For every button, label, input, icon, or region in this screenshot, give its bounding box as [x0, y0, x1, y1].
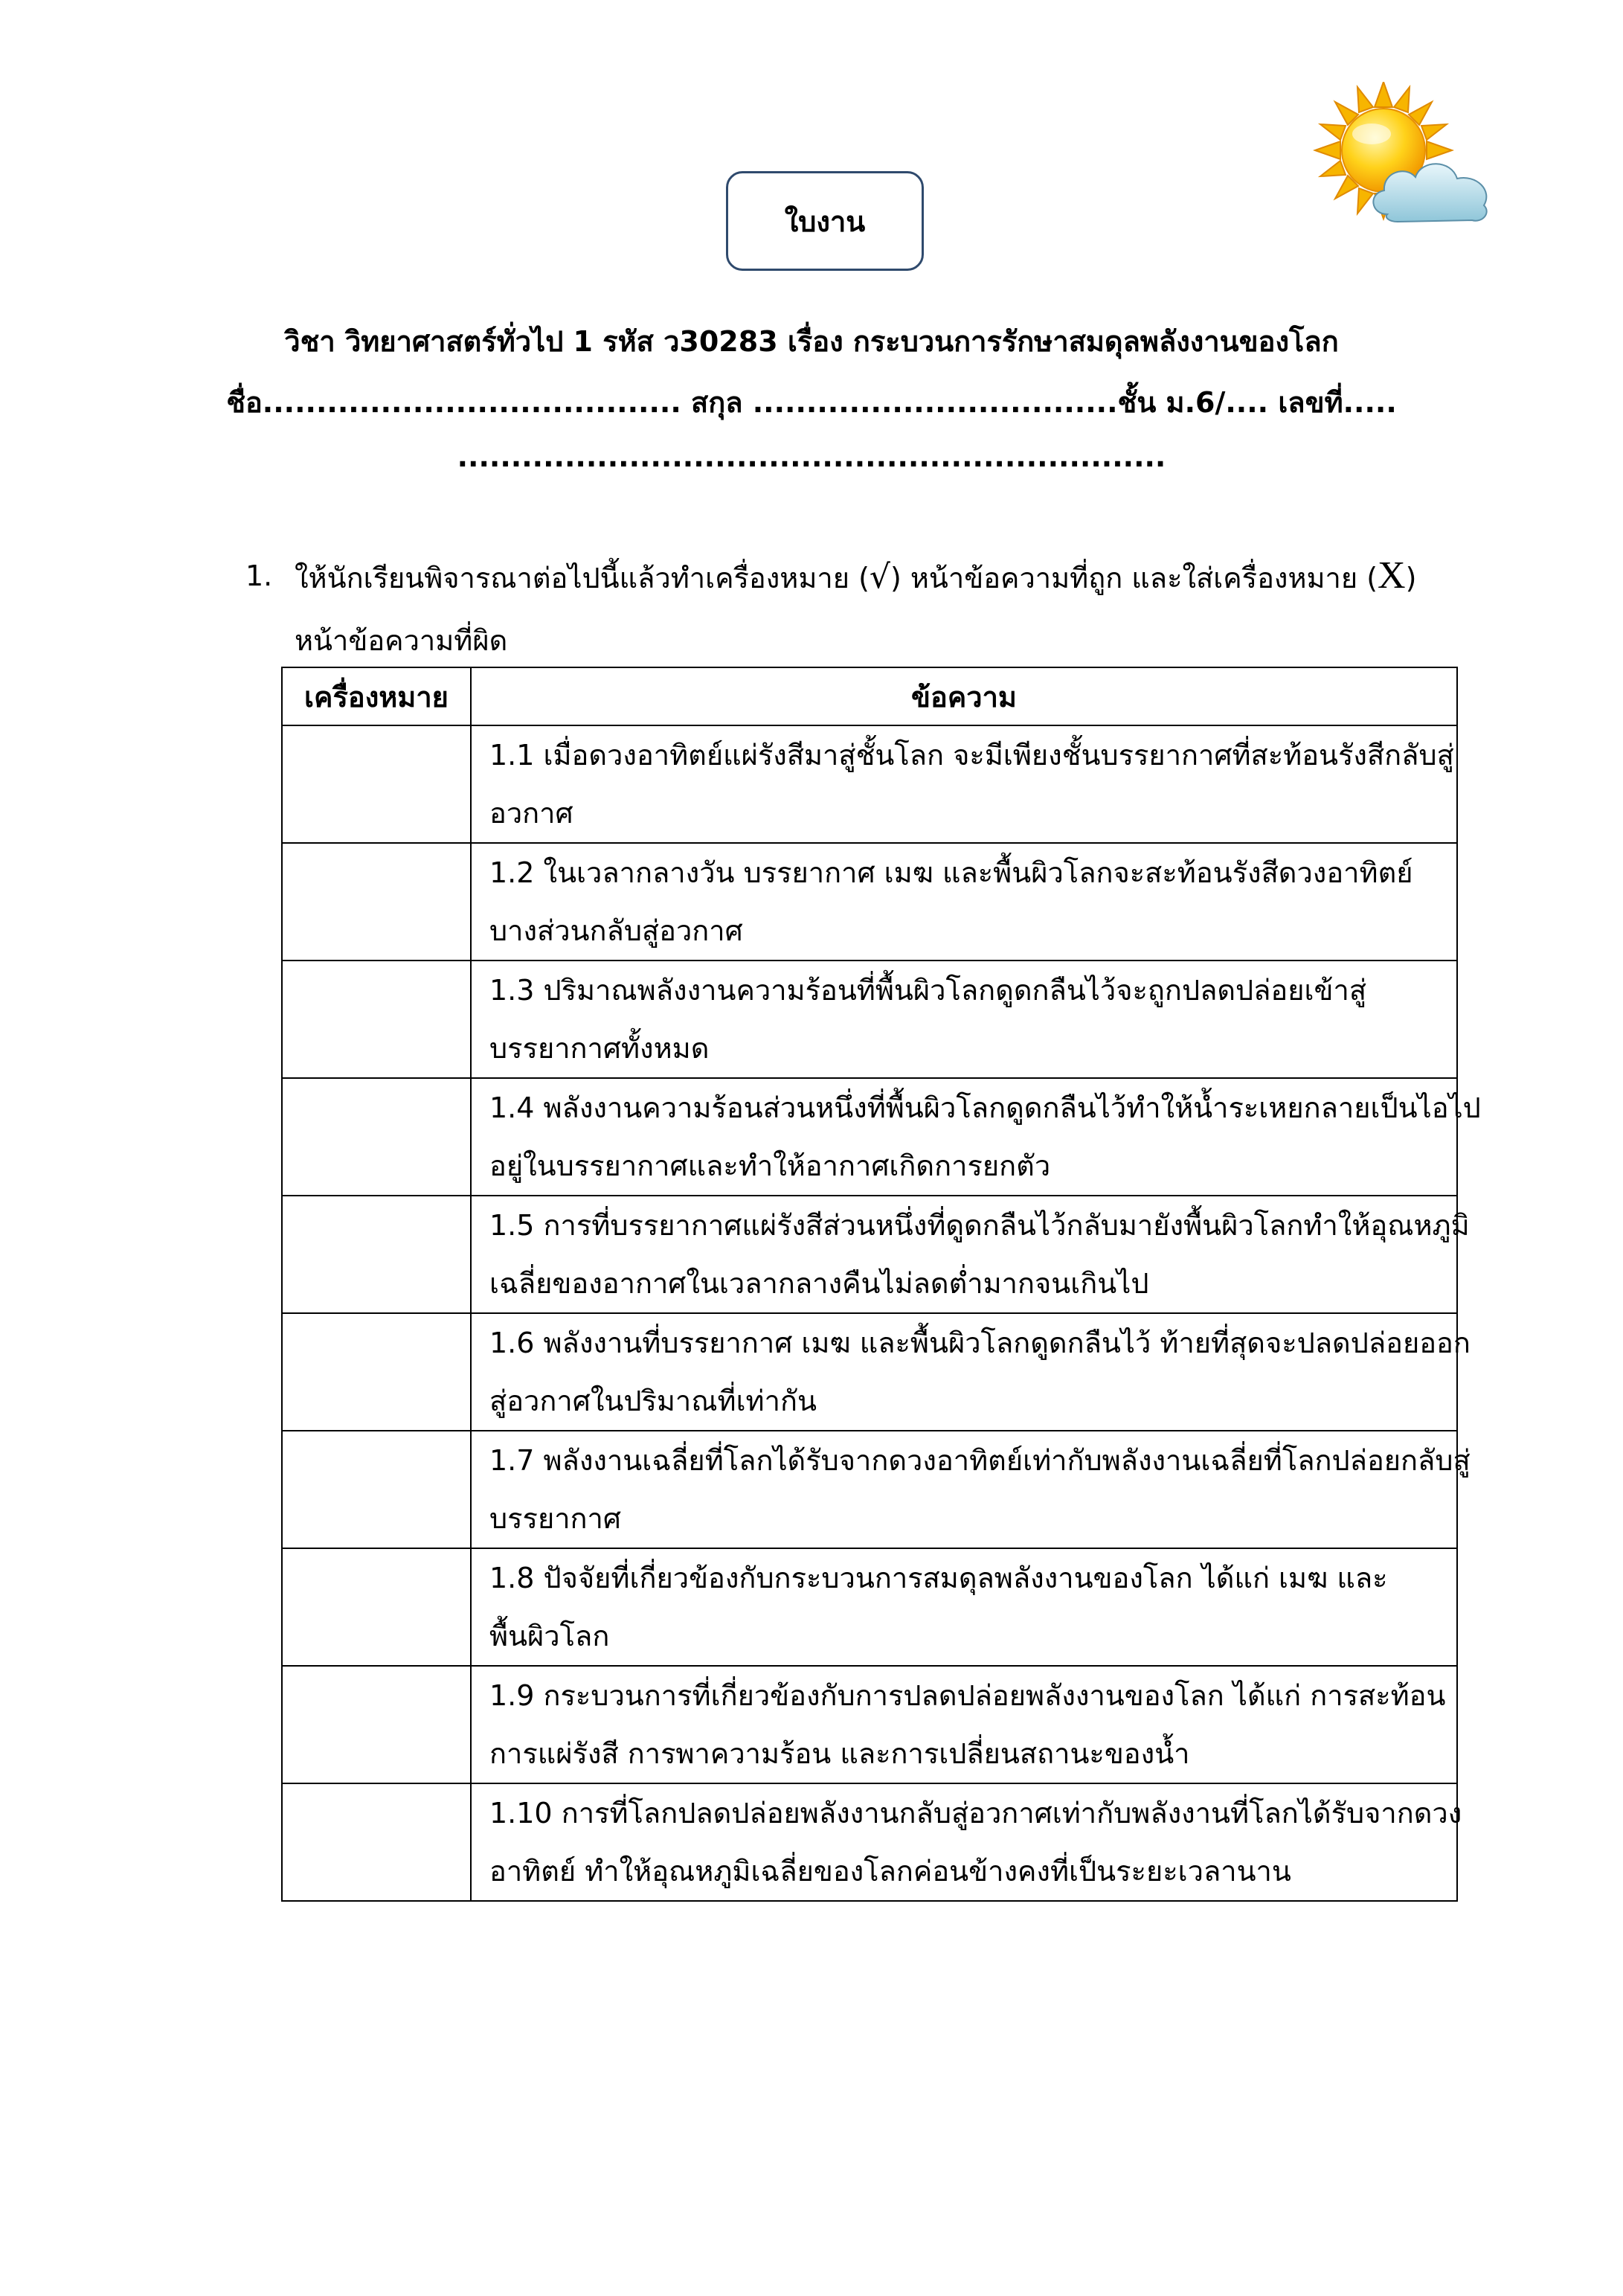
- table-row: [282, 1313, 1457, 1431]
- dotted-line[interactable]: ..................................................................: [457, 440, 1166, 473]
- statement-cell: [471, 1783, 1462, 1901]
- mark-cell[interactable]: [282, 1431, 471, 1548]
- mark-cell[interactable]: [282, 843, 471, 961]
- answer-table: [281, 667, 1481, 1902]
- table-row: [282, 1431, 1457, 1548]
- statement-cell: [471, 725, 1457, 843]
- table-row: [282, 1783, 1457, 1901]
- statement-line2: เฉลี่ยของอากาศในเวลากลางคืนไม่ลดต่ำมากจนเกินไป: [489, 1267, 1149, 1300]
- table-row: [282, 1666, 1457, 1783]
- table-row: [282, 1196, 1457, 1313]
- statement-line1: 1.5 การที่บรรยากาศแผ่รังสีส่วนหนึ่งที่ดูดกลืนไว้กลับมายังพื้นผิวโลกทำให้อุณหภูมิ: [489, 1209, 1470, 1242]
- instruction-part2: ) หน้าข้อความที่ถูก และใส่เครื่องหมาย (: [890, 562, 1378, 594]
- mark-cell[interactable]: [282, 1666, 471, 1783]
- statement-cell: [471, 1078, 1481, 1196]
- table-header-row: [282, 667, 1457, 725]
- table-row: [282, 1548, 1457, 1666]
- statement-cell: [471, 843, 1457, 961]
- statement-line1: 1.9 กระบวนการที่เกี่ยวข้องกับการปลดปล่อยพลังงานของโลก ได้แก่ การสะท้อน: [489, 1679, 1446, 1712]
- statement-line2: สู่อวกาศในปริมาณที่เท่ากัน: [489, 1385, 817, 1417]
- statement-cell: [471, 1313, 1471, 1431]
- statement-line2: อยู่ในบรรยากาศและทำให้อากาศเกิดการยกตัว: [489, 1149, 1051, 1182]
- sun-cloud-icon: [1305, 82, 1499, 231]
- instruction-part1: ให้นักเรียนพิจารณาต่อไปนี้แล้วทำเครื่องหมาย (: [295, 562, 870, 594]
- statement-line1: 1.4 พลังงานความร้อนส่วนหนึ่งที่พื้นผิวโลกดูดกลืนไว้ทำให้น้ำระเหยกลายเป็นไอไป: [489, 1091, 1481, 1124]
- statement-line2: บางส่วนกลับสู่อวกาศ: [489, 914, 743, 947]
- statement-cell: [471, 1548, 1457, 1666]
- subject-line: วิชา วิทยาศาสตร์ทั่วไป 1 รหัส ว30283 เรื่อง กระบวนการรักษาสมดุลพลังงานของโลก: [284, 325, 1339, 358]
- mark-cell[interactable]: [282, 1548, 471, 1666]
- question-instruction-line2: หน้าข้อความที่ผิด: [295, 624, 508, 657]
- mark-cell[interactable]: [282, 1078, 471, 1196]
- header-statement: ข้อความ: [471, 667, 1457, 725]
- statement-line1: 1.10 การที่โลกปลดปล่อยพลังงานกลับสู่อวกาศเท่ากับพลังงานที่โลกได้รับจากดวง: [489, 1797, 1462, 1830]
- statement-cell: [471, 1666, 1457, 1783]
- statement-line1: 1.6 พลังงานที่บรรยากาศ เมฆ และพื้นผิวโลกดูดกลืนไว้ ท้ายที่สุดจะปลดปล่อยออก: [489, 1327, 1471, 1359]
- x-mark-icon: X: [1378, 554, 1406, 597]
- mark-cell[interactable]: [282, 1196, 471, 1313]
- statement-line2: อาทิตย์ ทำให้อุณหภูมิเฉลี่ยของโลกค่อนข้างคงที่เป็นระยะเวลานาน: [489, 1855, 1291, 1888]
- statement-line1: 1.2 ในเวลากลางวัน บรรยากาศ เมฆ และพื้นผิวโลกจะสะท้อนรังสีดวงอาทิตย์: [489, 856, 1413, 889]
- worksheet-title: ใบงาน: [726, 171, 924, 271]
- header-mark: เครื่องหมาย: [282, 667, 471, 725]
- mark-cell[interactable]: [282, 725, 471, 843]
- table-row: [282, 725, 1457, 843]
- statement-cell: [471, 961, 1457, 1078]
- table-row: [282, 961, 1457, 1078]
- table-row: [282, 843, 1457, 961]
- check-mark-icon: √: [869, 558, 890, 596]
- student-name-line[interactable]: ชื่อ....................................... สกุล ..................................ชั้น ม.6/.... เลขที่.....: [226, 386, 1397, 419]
- statement-cell: [471, 1196, 1470, 1313]
- question-instruction: [295, 554, 1416, 600]
- mark-cell[interactable]: [282, 1313, 471, 1431]
- instruction-part3: ): [1405, 562, 1417, 594]
- statement-line2: อวกาศ: [489, 797, 573, 830]
- statement-cell: [471, 1431, 1471, 1548]
- table-row: [282, 1078, 1457, 1196]
- statement-line1: 1.8 ปัจจัยที่เกี่ยวข้องกับกระบวนการสมดุลพลังงานของโลก ได้แก่ เมฆ และ: [489, 1562, 1388, 1594]
- mark-cell[interactable]: [282, 961, 471, 1078]
- mark-cell[interactable]: [282, 1783, 471, 1901]
- statement-line1: 1.7 พลังงานเฉลี่ยที่โลกได้รับจากดวงอาทิตย์เท่ากับพลังงานเฉลี่ยที่โลกปล่อยกลับสู่: [489, 1444, 1471, 1477]
- statement-line2: บรรยากาศ: [489, 1502, 622, 1535]
- statement-line1: 1.1 เมื่อดวงอาทิตย์แผ่รังสีมาสู่ชั้นโลก จะมีเพียงชั้นบรรยากาศที่สะท้อนรังสีกลับสู่: [489, 739, 1454, 772]
- statement-line2: บรรยากาศทั้งหมด: [489, 1032, 710, 1065]
- statement-line2: พื้นผิวโลก: [489, 1620, 610, 1652]
- statement-line2: การแผ่รังสี การพาความร้อน และการเปลี่ยนสถานะของน้ำ: [489, 1737, 1190, 1770]
- statement-line1: 1.3 ปริมาณพลังงานความร้อนที่พื้นผิวโลกดูดกลืนไว้จะถูกปลดปล่อยเข้าสู่: [489, 974, 1367, 1007]
- question-number: 1.: [245, 559, 273, 592]
